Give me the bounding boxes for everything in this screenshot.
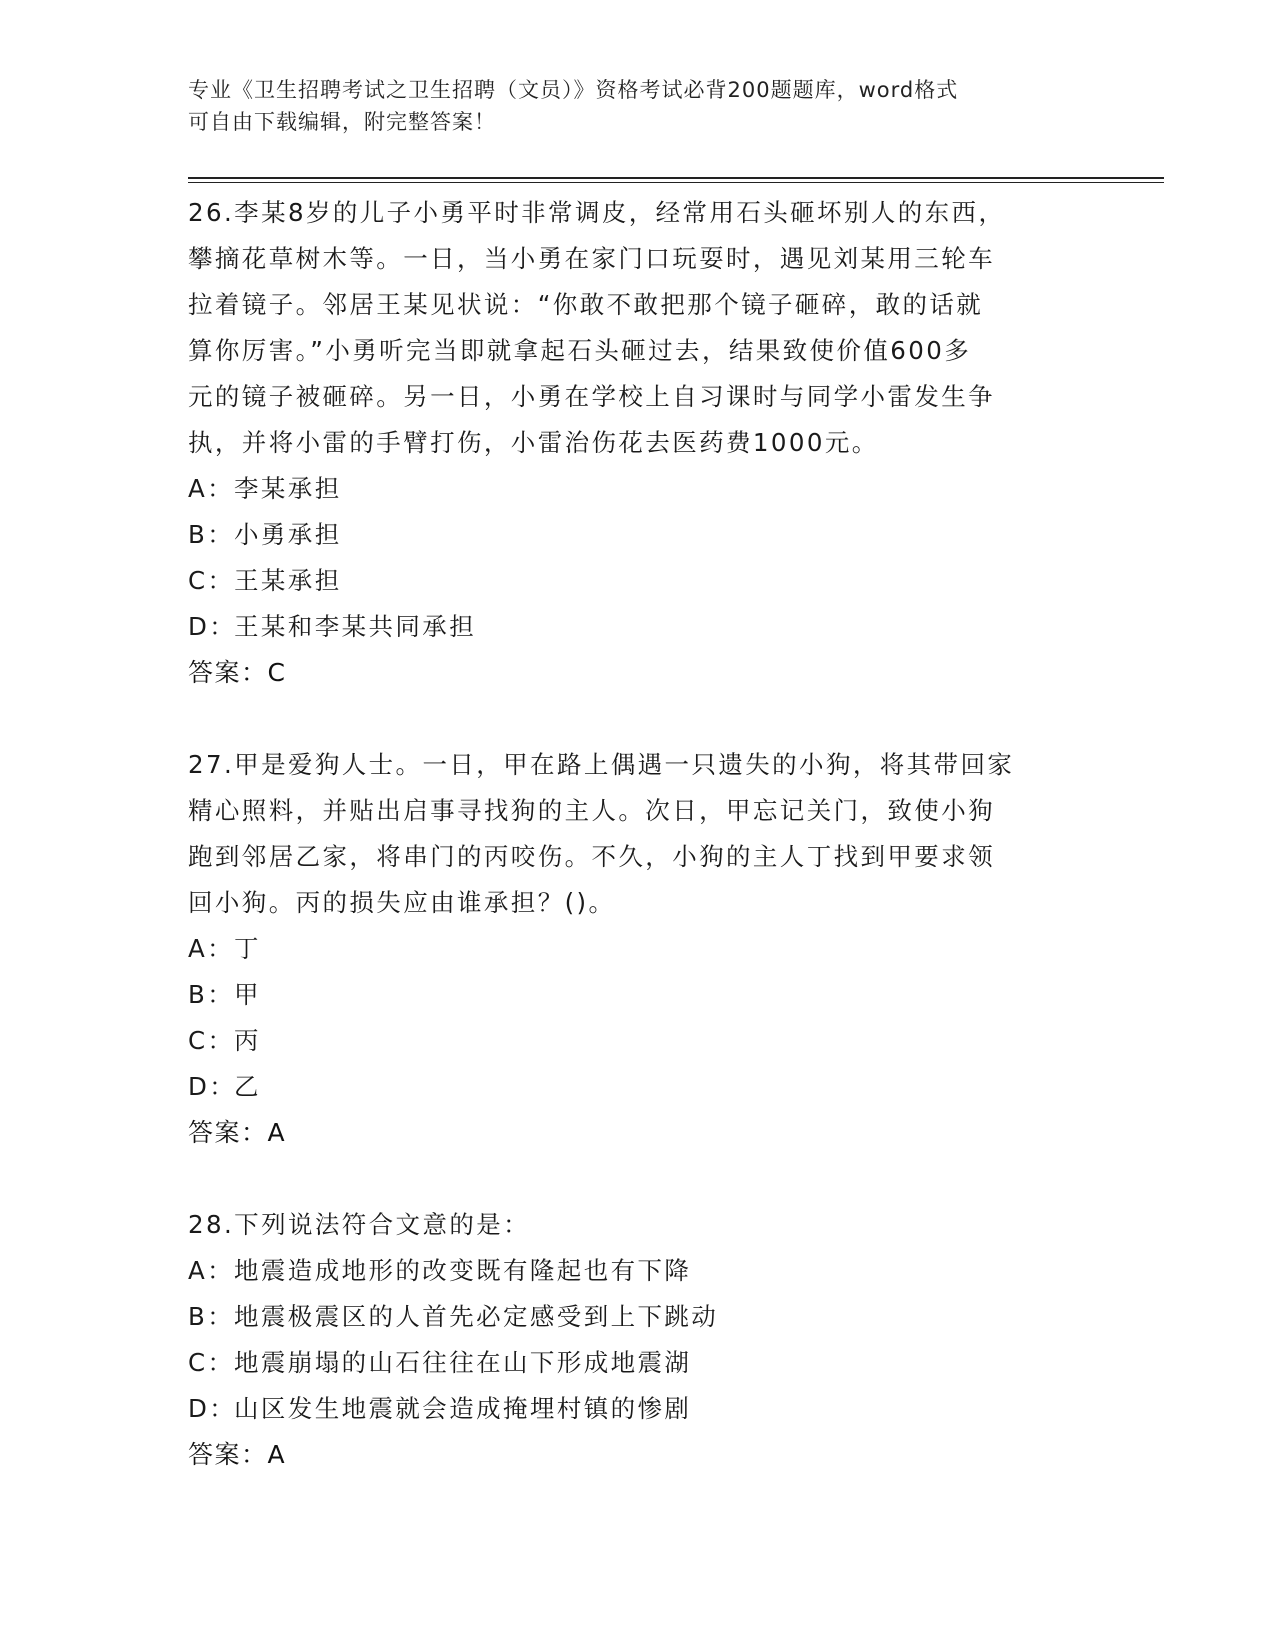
option-text: 丙 — [234, 1026, 261, 1055]
option-key: B： — [188, 520, 235, 549]
question-stem-line: 算你厉害。”小勇听完当即就拿起石头砸过去，结果致使价值600多 — [188, 336, 972, 365]
option-key: B： — [188, 980, 235, 1009]
option-b — [188, 1294, 1078, 1340]
option-key: D： — [188, 1394, 237, 1423]
option-d — [188, 1064, 1078, 1110]
document-header — [188, 74, 1068, 138]
option-text: 王某和李某共同承担 — [234, 612, 477, 641]
question-26 — [188, 190, 1078, 696]
option-key: A： — [188, 934, 235, 963]
header-line-2: 可自由下载编辑，附完整答案！ — [188, 110, 496, 134]
question-stem-line: 28.下列说法符合文意的是： — [188, 1210, 531, 1239]
option-b — [188, 512, 1078, 558]
option-key: D： — [188, 612, 237, 641]
answer-line: 答案：A — [188, 1118, 287, 1147]
question-spacer — [188, 696, 1078, 742]
option-a — [188, 1248, 1078, 1294]
header-rule-thin — [188, 182, 1164, 183]
question-stem-line: 跑到邻居乙家，将串门的丙咬伤。不久，小狗的主人丁找到甲要求领 — [188, 842, 995, 871]
question-stem-line: 攀摘花草树木等。一日，当小勇在家门口玩耍时，遇见刘某用三轮车 — [188, 244, 995, 273]
option-d — [188, 1386, 1078, 1432]
option-key: C： — [188, 1348, 235, 1377]
question-list — [188, 190, 1078, 1478]
header-line-1: 专业《卫生招聘考试之卫生招聘（文员）》资格考试必背200题题库，word格式 — [188, 78, 959, 102]
question-28 — [188, 1202, 1078, 1478]
question-stem-line: 回小狗。丙的损失应由谁承担？()。 — [188, 888, 616, 917]
question-stem-line: 27.甲是爱狗人士。一日，甲在路上偶遇一只遗失的小狗，将其带回家 — [188, 750, 1015, 779]
answer-line: 答案：A — [188, 1440, 287, 1469]
header-rule-thick — [188, 177, 1164, 179]
question-stem-line: 26.李某8岁的儿子小勇平时非常调皮，经常用石头砸坏别人的东西， — [188, 198, 1006, 227]
option-c — [188, 1340, 1078, 1386]
option-key: B： — [188, 1302, 235, 1331]
option-key: C： — [188, 1026, 235, 1055]
option-text: 王某承担 — [234, 566, 342, 595]
question-stem-line: 拉着镜子。邻居王某见状说：“你敢不敢把那个镜子砸碎，敢的话就 — [188, 290, 984, 319]
question-stem-line: 元的镜子被砸碎。另一日，小勇在学校上自习课时与同学小雷发生争 — [188, 382, 995, 411]
option-text: 李某承担 — [234, 474, 342, 503]
question-stem-line: 精心照料，并贴出启事寻找狗的主人。次日，甲忘记关门，致使小狗 — [188, 796, 995, 825]
option-c — [188, 1018, 1078, 1064]
option-text: 地震崩塌的山石往往在山下形成地震湖 — [234, 1348, 692, 1377]
option-key: A： — [188, 474, 235, 503]
question-spacer — [188, 1156, 1078, 1202]
option-c — [188, 558, 1078, 604]
option-text: 小勇承担 — [234, 520, 342, 549]
option-d — [188, 604, 1078, 650]
option-text: 甲 — [234, 980, 261, 1009]
question-stem-line: 执，并将小雷的手臂打伤，小雷治伤花去医药费1000元。 — [188, 428, 879, 457]
question-27 — [188, 742, 1078, 1156]
option-text: 乙 — [234, 1072, 261, 1101]
option-b — [188, 972, 1078, 1018]
option-text: 地震造成地形的改变既有隆起也有下降 — [234, 1256, 692, 1285]
answer-line: 答案：C — [188, 658, 287, 687]
option-text: 地震极震区的人首先必定感受到上下跳动 — [234, 1302, 719, 1331]
option-text: 丁 — [234, 934, 261, 963]
option-key: D： — [188, 1072, 237, 1101]
option-a — [188, 466, 1078, 512]
option-text: 山区发生地震就会造成掩埋村镇的惨剧 — [234, 1394, 692, 1423]
option-key: A： — [188, 1256, 235, 1285]
option-key: C： — [188, 566, 235, 595]
option-a — [188, 926, 1078, 972]
